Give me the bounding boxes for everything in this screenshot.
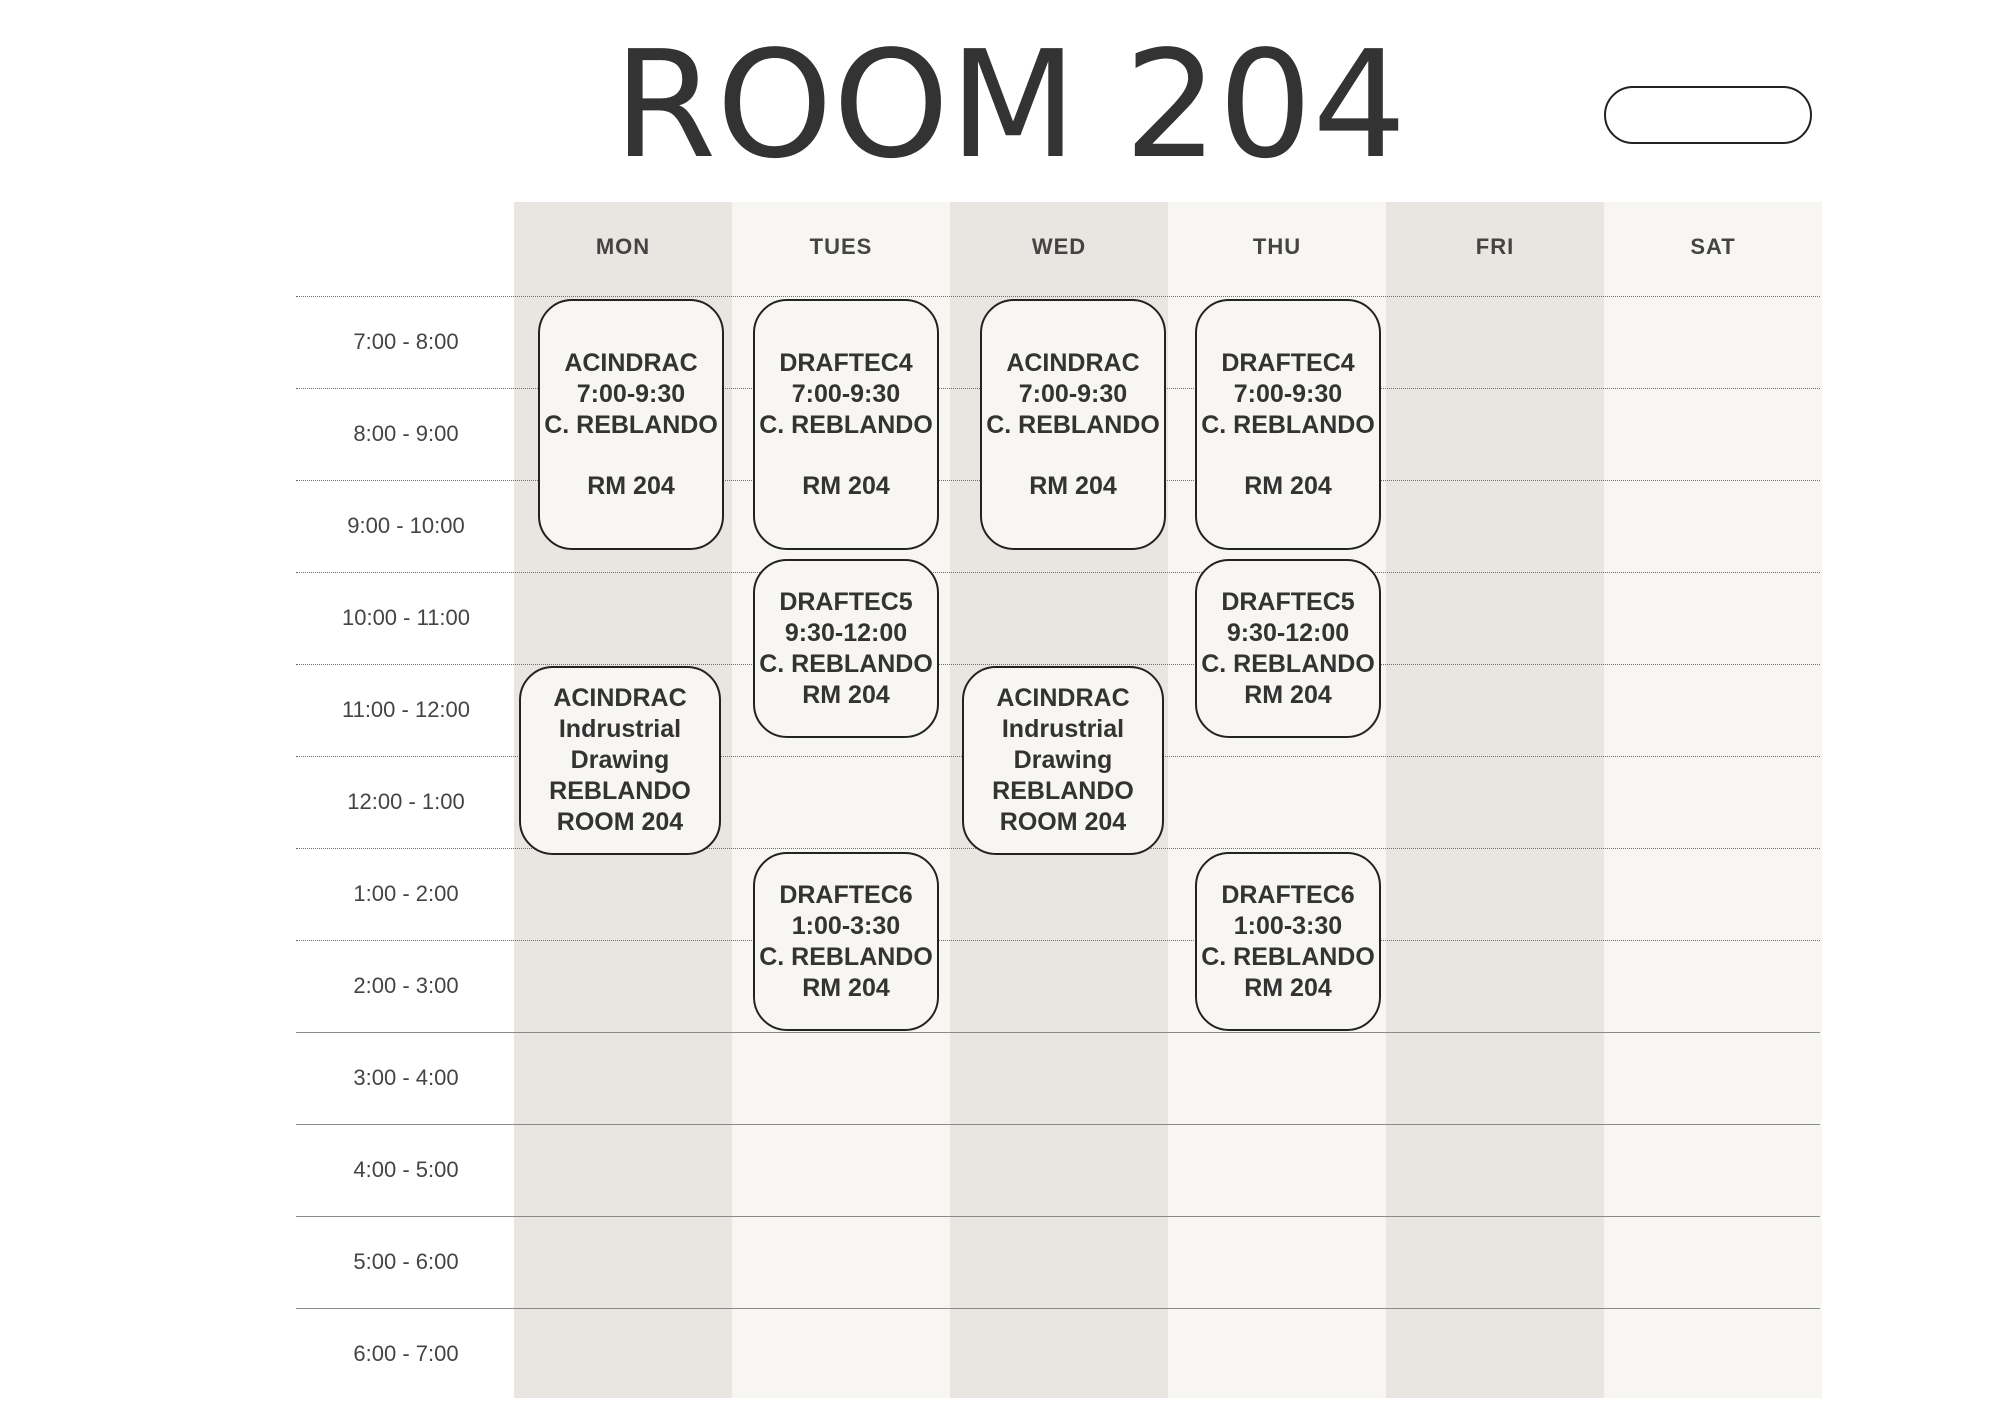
class-block-mon-acindrac-morning[interactable]: [538, 299, 724, 550]
class-block-tues-draftec4[interactable]: [753, 299, 939, 550]
class-code: DRAFTEC5: [1221, 587, 1355, 616]
class-instructor: C. REBLANDO: [759, 942, 933, 971]
class-instructor: REBLANDO: [992, 777, 1134, 805]
class-block-thu-draftec4[interactable]: [1195, 299, 1381, 550]
row-divider: [296, 1032, 1820, 1033]
class-time: 9:30-12:00: [1226, 618, 1350, 647]
class-room: RM 204: [1244, 973, 1332, 1002]
row-divider: [296, 1124, 1820, 1125]
class-code: ACINDRAC: [1006, 348, 1140, 377]
time-label: 1:00 - 2:00: [353, 881, 459, 906]
class-instructor: C. REBLANDO: [759, 410, 933, 439]
time-label: 12:00 - 1:00: [347, 789, 465, 814]
class-room: ROOM 204: [999, 808, 1127, 836]
class-code: ACINDRAC: [564, 348, 698, 377]
class-subject: Drawing: [570, 746, 670, 774]
time-label: 4:00 - 5:00: [353, 1157, 459, 1182]
class-block-tues-draftec6[interactable]: [753, 852, 939, 1031]
class-time: 1:00-3:30: [1233, 911, 1343, 940]
class-subject: Indrustrial: [1001, 715, 1125, 743]
class-instructor: C. REBLANDO: [986, 410, 1160, 439]
day-header-sat: SAT: [1690, 234, 1736, 259]
class-time: 7:00-9:30: [791, 379, 901, 408]
class-block-tues-draftec5[interactable]: [753, 559, 939, 738]
class-block-wed-acindrac-morning[interactable]: [980, 299, 1166, 550]
class-code: ACINDRAC: [553, 684, 687, 712]
class-block-thu-draftec5[interactable]: [1195, 559, 1381, 738]
class-room: RM 204: [1244, 471, 1332, 500]
class-block-wed-acindrac-drawing[interactable]: [962, 666, 1164, 855]
page-title: ROOM 204: [613, 19, 1407, 191]
class-room: ROOM 204: [556, 808, 684, 836]
time-label: 2:00 - 3:00: [353, 973, 459, 998]
time-label: 5:00 - 6:00: [353, 1249, 459, 1274]
class-instructor: C. REBLANDO: [1201, 410, 1375, 439]
class-instructor: C. REBLANDO: [1201, 649, 1375, 678]
class-room: RM 204: [802, 680, 890, 709]
class-time: 7:00-9:30: [576, 379, 686, 408]
class-code: ACINDRAC: [996, 684, 1130, 712]
class-code: DRAFTEC5: [779, 587, 913, 616]
blank-pill-label: [1604, 86, 1812, 144]
column-sat: [1604, 202, 1822, 1398]
class-code: DRAFTEC6: [779, 880, 913, 909]
class-instructor: C. REBLANDO: [759, 649, 933, 678]
class-code: DRAFTEC4: [1221, 348, 1355, 377]
time-label: 11:00 - 12:00: [341, 697, 471, 722]
time-label: 6:00 - 7:00: [353, 1341, 459, 1366]
class-subject: Indrustrial: [558, 715, 682, 743]
row-divider: [296, 1308, 1820, 1309]
class-time: 1:00-3:30: [791, 911, 901, 940]
time-label: 10:00 - 11:00: [341, 605, 471, 630]
class-instructor: C. REBLANDO: [544, 410, 718, 439]
column-fri: [1386, 202, 1604, 1398]
day-header-mon: MON: [595, 234, 651, 259]
class-room: RM 204: [587, 471, 675, 500]
class-block-mon-acindrac-drawing[interactable]: [519, 666, 721, 855]
day-header-fri: FRI: [1475, 234, 1515, 259]
class-room: RM 204: [802, 471, 890, 500]
day-header-thu: THU: [1252, 234, 1302, 259]
class-room: RM 204: [1029, 471, 1117, 500]
class-block-thu-draftec6[interactable]: [1195, 852, 1381, 1031]
class-time: 7:00-9:30: [1233, 379, 1343, 408]
class-subject: Drawing: [1013, 746, 1113, 774]
class-room: RM 204: [1244, 680, 1332, 709]
class-time: 9:30-12:00: [784, 618, 908, 647]
row-divider: [296, 1216, 1820, 1217]
class-instructor: C. REBLANDO: [1201, 942, 1375, 971]
time-label: 7:00 - 8:00: [353, 329, 459, 354]
class-time: 7:00-9:30: [1018, 379, 1128, 408]
time-label: 8:00 - 9:00: [353, 421, 459, 446]
row-divider: [296, 940, 1820, 941]
day-header-wed: WED: [1031, 234, 1087, 259]
day-header-tues: TUES: [809, 234, 873, 259]
time-label: 9:00 - 10:00: [347, 513, 465, 538]
time-label: 3:00 - 4:00: [353, 1065, 459, 1090]
row-divider: [296, 572, 1820, 573]
class-room: RM 204: [802, 973, 890, 1002]
class-code: DRAFTEC4: [779, 348, 913, 377]
class-code: DRAFTEC6: [1221, 880, 1355, 909]
class-instructor: REBLANDO: [549, 777, 691, 805]
row-divider: [296, 664, 1820, 665]
row-divider: [296, 296, 1820, 297]
